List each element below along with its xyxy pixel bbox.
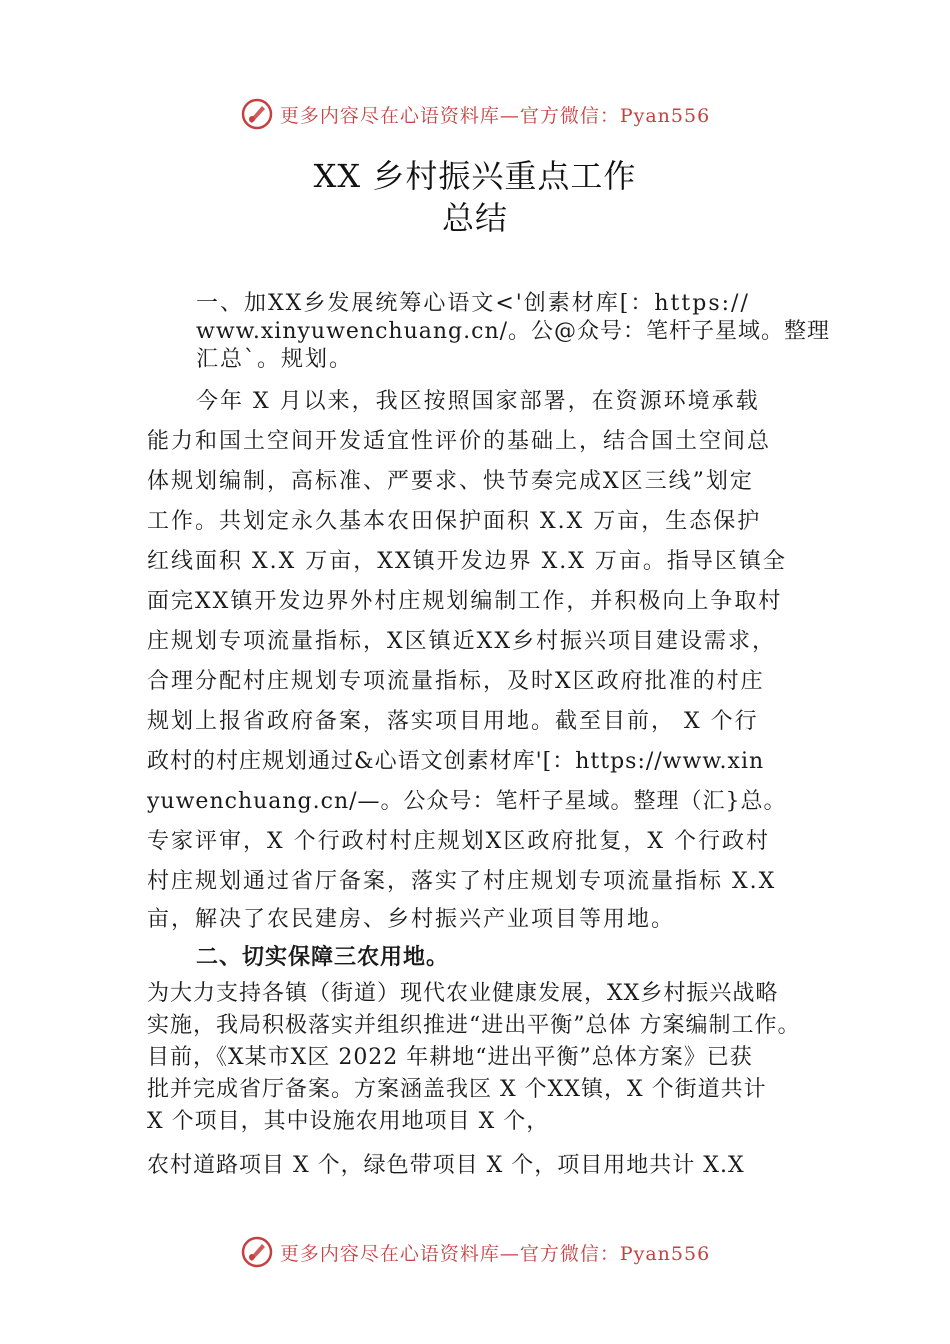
brush-circle-logo-icon xyxy=(240,1235,274,1269)
document-title-line-2: 总结 xyxy=(441,199,508,237)
body-line: yuwenchuang.cn/—。公众号：笔杆子星域。整理（汇}总。 xyxy=(147,789,787,814)
footer-watermark-text: 更多内容尽在心语资料库—官方微信：Pyan556 xyxy=(279,1242,711,1265)
body-line: 庄规划专项流量指标，X区镇近XX乡村振兴项目建设需求， xyxy=(147,629,776,654)
body-line: 汇总`。规划。 xyxy=(196,347,354,372)
section-heading: 二、切实保障三农用地。 xyxy=(196,945,450,970)
body-line: 今年 X 月以来，我区按照国家部署，在资源环境承载 xyxy=(196,389,760,414)
body-line: 能力和国土空间开发适宜性评价的基础上，结合国土空间总 xyxy=(147,429,772,454)
body-line: 一、加XX乡发展统筹心语文<'创素材库[：https:// xyxy=(196,291,750,316)
body-line: 为大力支持各镇（街道）现代农业健康发展，XX乡村振兴战略 xyxy=(147,981,779,1006)
body-line: 批并完成省厅备案。方案涵盖我区 X 个XX镇，X 个街道共计 xyxy=(147,1077,767,1102)
body-line: 村庄规划通过省厅备案，落实了村庄规划专项流量指标 X.X xyxy=(147,869,777,894)
header-watermark-text: 更多内容尽在心语资料库—官方微信：Pyan556 xyxy=(279,104,711,127)
body-line: 农村道路项目 X 个，绿色带项目 X 个，项目用地共计 X.X xyxy=(147,1153,745,1178)
body-line: 专家评审，X 个行政村村庄规划X区政府批复，X 个行政村 xyxy=(147,829,770,854)
body-line: 面完XX镇开发边界外村庄规划编制工作，并积极向上争取村 xyxy=(147,589,783,614)
body-line: X 个项目，其中设施农用地项目 X 个， xyxy=(147,1109,550,1134)
body-line: 实施，我局积极落实并组织推进“进出平衡”总体 方案编制工作。 xyxy=(147,1013,801,1038)
body-line: 合理分配村庄规划专项流量指标，及时X区政府批准的村庄 xyxy=(147,669,765,694)
brush-circle-logo-icon xyxy=(240,97,274,131)
footer-watermark-banner xyxy=(0,1232,950,1272)
header-watermark-banner xyxy=(0,94,950,134)
body-line: 规划上报省政府备案，落实项目用地。截至目前， X 个行 xyxy=(147,709,759,734)
body-line: 红线面积 X.X 万亩，XX镇开发边界 X.X 万亩。指导区镇全 xyxy=(147,549,787,574)
body-line: 政村的村庄规划通过&心语文创素材库'[：https://www.xin xyxy=(147,749,765,774)
body-line: 目前，《X某市X区 2022 年耕地“进出平衡”总体方案》已获 xyxy=(147,1045,753,1070)
body-line: 亩，解决了农民建房、乡村振兴产业项目等用地。 xyxy=(147,907,676,932)
document-title-line-1: XX 乡村振兴重点工作 xyxy=(313,157,637,195)
body-line: 体规划编制，高标准、严要求、快节奏完成X区三线”划定 xyxy=(147,469,754,494)
body-line: www.xinyuwenchuang.cn/。公@众号：笔杆子星域。整理 xyxy=(196,319,831,344)
body-line: 工作。共划定永久基本农田保护面积 X.X 万亩，生态保护 xyxy=(147,509,762,534)
